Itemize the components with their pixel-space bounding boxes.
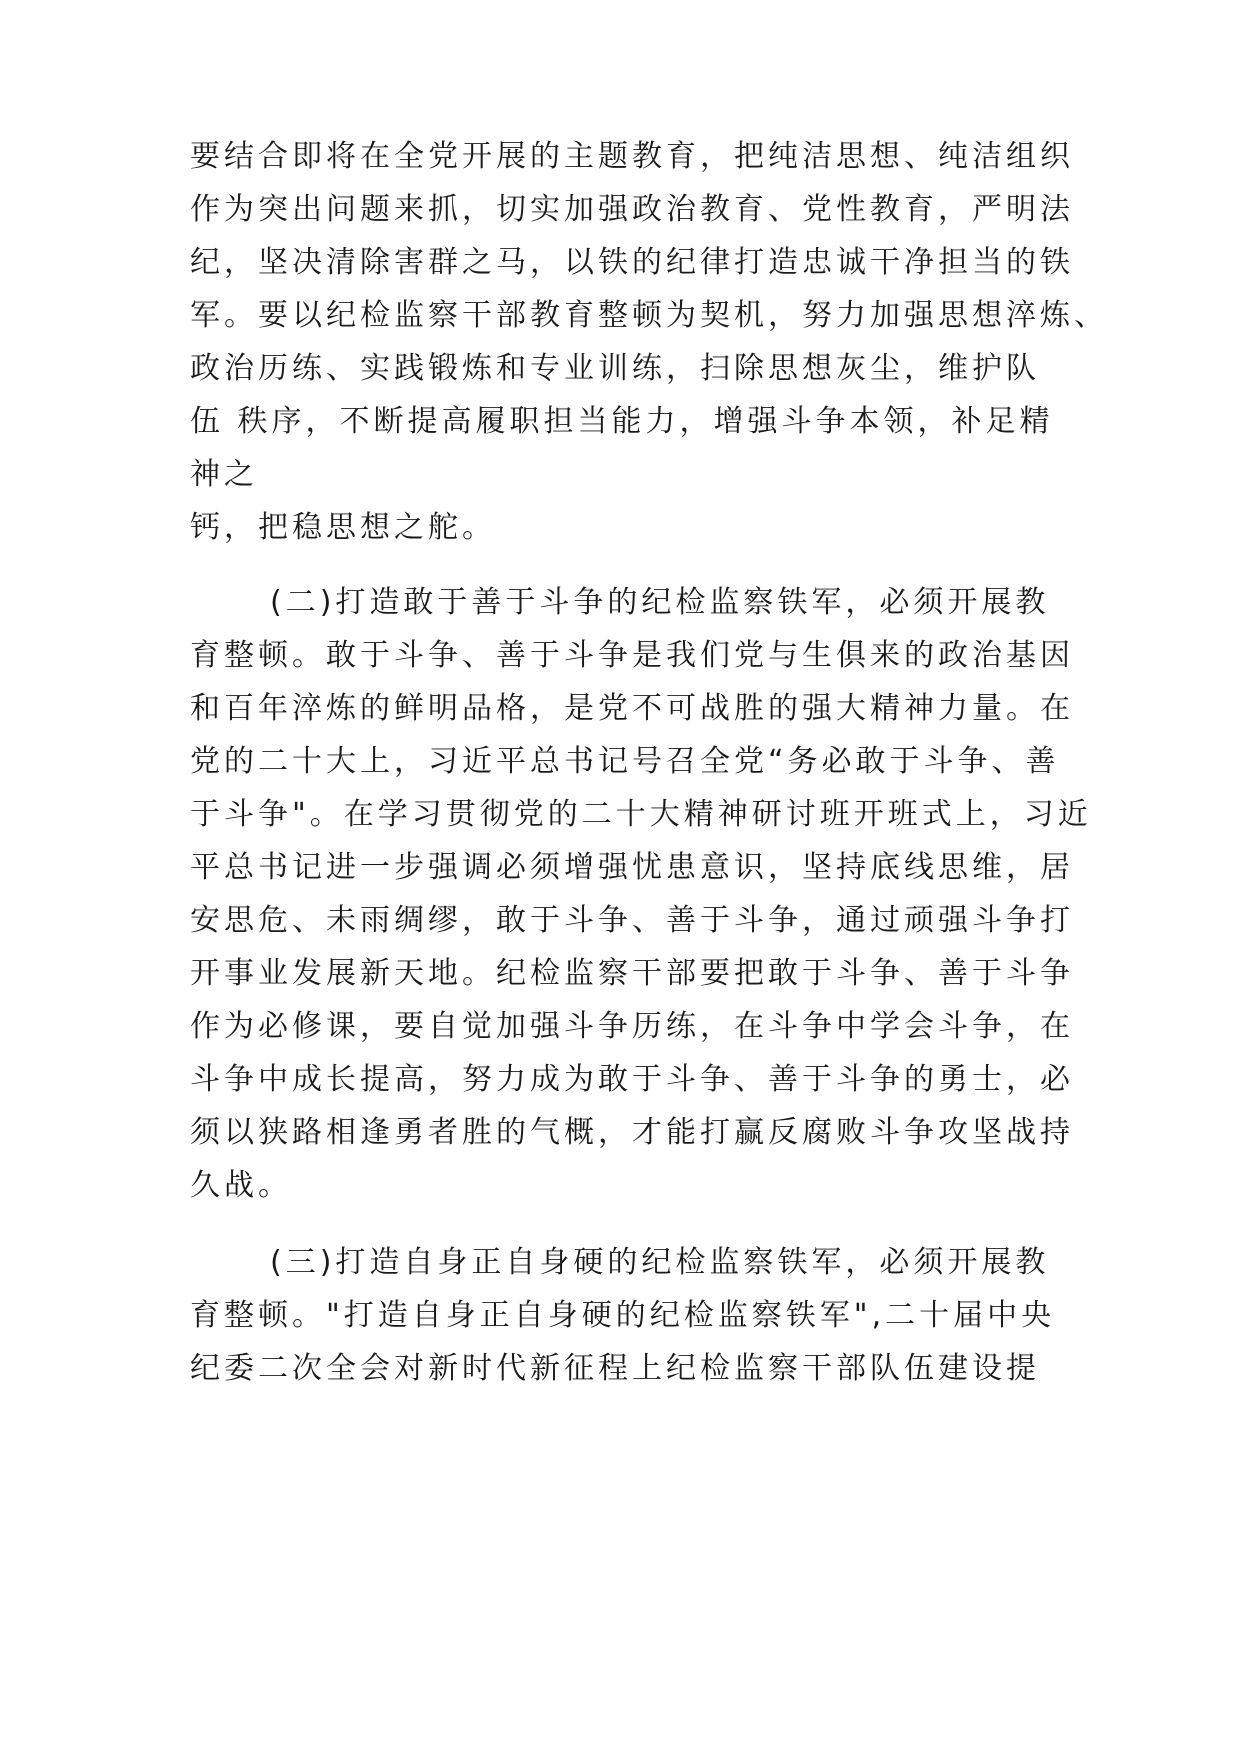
- text-line: 神之: [190, 457, 258, 492]
- text-line: 和百年淬炼的鲜明品格，是党不可战胜的强大精神力量。在: [190, 691, 1074, 726]
- text-line: 伍 秩序，不断提高履职担当能力，增强斗争本领，补足精: [190, 404, 1054, 439]
- text-line: 于斗争"。在学习贯彻党的二十大精神研讨班开班式上，习近: [190, 797, 1092, 832]
- text-line: 作为突出问题来抓，切实加强政治教育、党性教育，严明法: [190, 192, 1074, 227]
- text-line: 斗争中成长提高，努力成为敢于斗争、善于斗争的勇士，必: [190, 1062, 1074, 1097]
- text-line: 政治历练、实践锻炼和专业训练，扫除思想灰尘，维护队: [190, 351, 1040, 386]
- text-line: 钙，把稳思想之舵。: [190, 510, 496, 545]
- text-line: 开事业发展新天地。纪检监察干部要把敢于斗争、善于斗争: [190, 956, 1074, 991]
- text-line: 平总书记进一步强调必须增强忧患意识，坚持底线思维，居: [190, 850, 1074, 885]
- text-line: 要结合即将在全党开展的主题教育，把纯洁思想、纯洁组织: [190, 139, 1074, 174]
- text-line: 育整顿。敢于斗争、善于斗争是我们党与生俱来的政治基因: [190, 638, 1074, 673]
- text-line: 党的二十大上，习近平总书记号召全党“务必敢于斗争、善: [190, 744, 1060, 779]
- section-heading: (三)打造自身正自身硬的纪检监察铁军，必须开展教: [270, 1245, 1050, 1280]
- text-line: 作为必修课，要自觉加强斗争历练，在斗争中学会斗争，在: [190, 1009, 1074, 1044]
- section-heading: (二)打造敢于善于斗争的纪检监察铁军，必须开展教: [270, 585, 1050, 620]
- text-line: 纪委二次全会对新时代新征程上纪检监察干部队伍建设提: [190, 1351, 1040, 1386]
- text-line: 安思危、未雨绸缪，敢于斗争、善于斗争，通过顽强斗争打: [190, 903, 1074, 938]
- text-line: 久战。: [190, 1168, 292, 1203]
- text-line: 军。要以纪检监察干部教育整顿为契机，努力加强思想淬炼、: [190, 298, 1108, 333]
- text-line: 须以狭路相逢勇者胜的气概，才能打赢反腐败斗争攻坚战持: [190, 1115, 1074, 1150]
- text-line: 纪，坚决清除害群之马，以铁的纪律打造忠诚干净担当的铁: [190, 245, 1074, 280]
- text-line: 育整顿。"打造自身正自身硬的纪检监察铁军",二十届中央: [190, 1298, 1056, 1333]
